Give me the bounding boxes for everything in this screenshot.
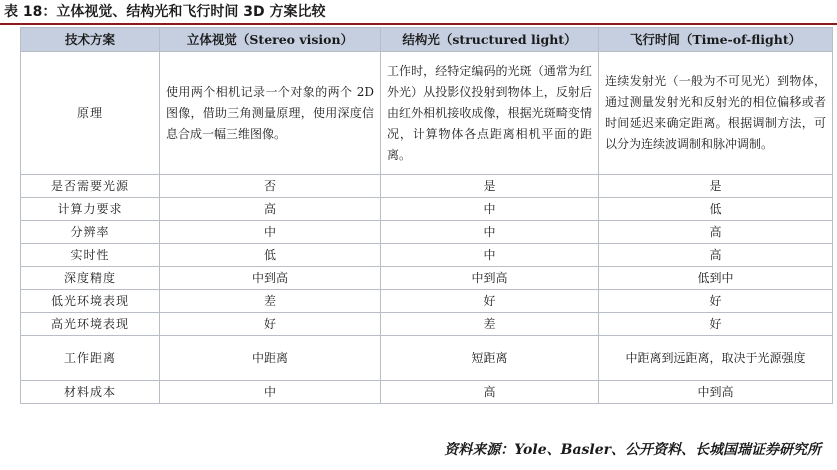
table-title: 表 18：立体视觉、结构光和飞行时间 3D 方案比较 bbox=[4, 4, 326, 20]
table-row bbox=[21, 175, 833, 198]
row-label: 低光环境表现 bbox=[21, 290, 160, 313]
title-divider bbox=[0, 23, 837, 25]
cell-stereo: 中到高 bbox=[160, 267, 381, 290]
cell-tof: 是 bbox=[599, 175, 833, 198]
cell-tof: 低 bbox=[599, 198, 833, 221]
table-row bbox=[21, 267, 833, 290]
cell-structured: 是 bbox=[381, 175, 599, 198]
row-label: 实时性 bbox=[21, 244, 160, 267]
cell-structured: 差 bbox=[381, 313, 599, 336]
header-row bbox=[21, 28, 833, 52]
table-row bbox=[21, 381, 833, 404]
header-cell-tof: 飞行时间（Time-of-flight） bbox=[599, 28, 833, 52]
cell-stereo: 否 bbox=[160, 175, 381, 198]
cell-structured: 中 bbox=[381, 198, 599, 221]
cell-tof: 中到高 bbox=[599, 381, 833, 404]
cell-tof: 好 bbox=[599, 313, 833, 336]
cell-stereo: 好 bbox=[160, 313, 381, 336]
table-row bbox=[21, 336, 833, 381]
row-label: 材料成本 bbox=[21, 381, 160, 404]
table-row bbox=[21, 244, 833, 267]
cell-stereo: 差 bbox=[160, 290, 381, 313]
cell-stereo: 中 bbox=[160, 381, 381, 404]
cell-tof: 中距离到远距离，取决于光源强度 bbox=[599, 336, 833, 381]
cell-stereo: 低 bbox=[160, 244, 381, 267]
row-label: 深度精度 bbox=[21, 267, 160, 290]
cell-structured: 中 bbox=[381, 244, 599, 267]
comparison-table bbox=[20, 27, 833, 404]
cell-structured: 好 bbox=[381, 290, 599, 313]
table-row-principle bbox=[21, 52, 833, 175]
cell-stereo: 中距离 bbox=[160, 336, 381, 381]
row-label: 高光环境表现 bbox=[21, 313, 160, 336]
table-row bbox=[21, 198, 833, 221]
row-label: 计算力要求 bbox=[21, 198, 160, 221]
row-label: 分辨率 bbox=[21, 221, 160, 244]
row-label: 原理 bbox=[21, 52, 160, 175]
cell-structured: 短距离 bbox=[381, 336, 599, 381]
cell-structured: 高 bbox=[381, 381, 599, 404]
row-label: 是否需要光源 bbox=[21, 175, 160, 198]
cell-tof: 好 bbox=[599, 290, 833, 313]
cell-tof: 高 bbox=[599, 221, 833, 244]
header-cell-scheme: 技术方案 bbox=[21, 28, 160, 52]
table-row bbox=[21, 221, 833, 244]
cell-tof: 高 bbox=[599, 244, 833, 267]
cell-structured: 中 bbox=[381, 221, 599, 244]
header-cell-structured: 结构光（structured light） bbox=[381, 28, 599, 52]
table-row bbox=[21, 313, 833, 336]
table-row bbox=[21, 290, 833, 313]
principle-stereo: 使用两个相机记录一个对象的两个 2D 图像，借助三角测量原理，使用深度信息合成一幅三维图像。 bbox=[160, 52, 381, 175]
cell-tof: 低到中 bbox=[599, 267, 833, 290]
principle-structured: 工作时，经特定编码的光斑（通常为红外光）从投影仪投射到物体上，反射后由红外相机接收成像，根据光斑畸变情况，计算物体各点距离相机平面的距离。 bbox=[381, 52, 599, 175]
header-cell-stereo: 立体视觉（Stereo vision） bbox=[160, 28, 381, 52]
cell-structured: 中到高 bbox=[381, 267, 599, 290]
principle-tof: 连续发射光（一般为不可见光）到物体，通过测量发射光和反射光的相位偏移或者时间延迟来确定距离。根据调制方法，可以分为连续波调制和脉冲调制。 bbox=[599, 52, 833, 175]
source-note: 资料来源：Yole、Basler、公开资料、长城国瑞证券研究所 bbox=[444, 442, 821, 458]
cell-stereo: 中 bbox=[160, 221, 381, 244]
row-label: 工作距离 bbox=[21, 336, 160, 381]
cell-stereo: 高 bbox=[160, 198, 381, 221]
